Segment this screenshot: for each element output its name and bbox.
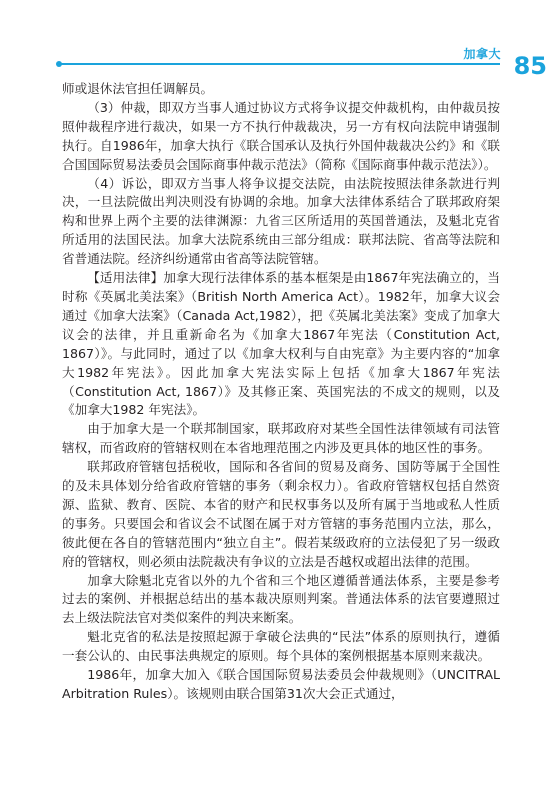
page-number: 85 <box>513 52 547 80</box>
paragraph: 由于加拿大是一个联邦制国家，联邦政府对某些全国性法律领域有司法管辖权，而省政府的管辖权则在本省地理范围之内涉及更具体的地区性的事务。 <box>62 421 500 456</box>
paragraph: （3）仲裁，即双方当事人通过协议方式将争议提交仲裁机构，由仲裁员按照仲裁程序进行裁决，如果一方不执行仲裁裁决，另一方有权向法院申请强制执行。自1986年，加拿大执行《联合国承认及执行外国仲裁裁决公约》和《联合国国际贸易法委员会国际商事仲裁示范法》（简称《国际商事仲裁示范法》）。 <box>62 99 500 172</box>
paragraph: 魁北克省的私法是按照起源于拿破仑法典的“民法”体系的原则执行，遵循一套公认的、由民事法典规定的原则。每个具体的案例根据基本原则来裁决。 <box>62 629 500 664</box>
section-title: 加拿大 <box>463 47 501 61</box>
paragraph: 加拿大除魁北克省以外的九个省和三个地区遵循普通法体系，主要是参考过去的案例、并根据总结出的基本裁决原则判案。普通法体系的法官要遵照过去上级法院法官对类似案件的判决来断案。 <box>62 572 500 626</box>
paragraph: 联邦政府管辖包括税收，国际和各省间的贸易及商务、国防等属于全国性的及未具体划分给省政府管辖的事务（剩余权力）。省政府管辖权包括自然资源、监狱、教育、医院、本省的财产和民权事务以及所有属于当地或私人性质的事务。只要国会和省议会不试图在属于对方管辖的事务范围内立法，那么，彼此便在各自的管辖范围内“独立自主”。假若某级政府的立法侵犯了另一级政府的管辖权，则必须由法院裁决有争议的立法是否越权或超出法律的范围。 <box>62 459 500 569</box>
paragraph: （4）诉讼，即双方当事人将争议提交法院，由法院按照法律条款进行判决，一旦法院做出判决则没有协调的余地。加拿大法律体系结合了联邦政府架构和世界上两个主要的法律渊源：九省三区所适用的英国普通法，及魁北克省所适用的法国民法。加拿大法院系统由三部分组成：联邦法院、省高等法院和省普通法院。经济纠纷通常由省高等法院管辖。 <box>62 175 500 267</box>
header-rule <box>58 63 500 65</box>
paragraph: 师或退休法官担任调解员。 <box>62 81 214 96</box>
header-rule-dot <box>56 61 62 67</box>
page-body <box>62 80 500 704</box>
paragraph: 【适用法律】加拿大现行法律体系的基本框架是由1867年宪法确立的，当时称《英属北美法案》（British North America Act）。1982年，加拿大议会通过《加拿大法案》（Canada Act,1982），把《英属北美法案》变成了加拿大议会的法律，并且重新命名为《加拿大1867年宪法（Constitution Act, 1867）》。与此同时，通过了以《加拿大权利与自由宪章》为主要内容的“加拿大1982年宪法》。因此加拿大宪法实际上包括《加拿大1867年宪法（Constitution Act, 1867）》及其修正案、英国宪法的不成文的规则，以及《加拿大1982 年宪法》。 <box>62 270 500 418</box>
paragraph: 1986年，加拿大加入《联合国国际贸易法委员会仲裁规则》（UNCITRAL Arbitration Rules）。该规则由联合国第31次大会正式通过， <box>62 667 500 701</box>
